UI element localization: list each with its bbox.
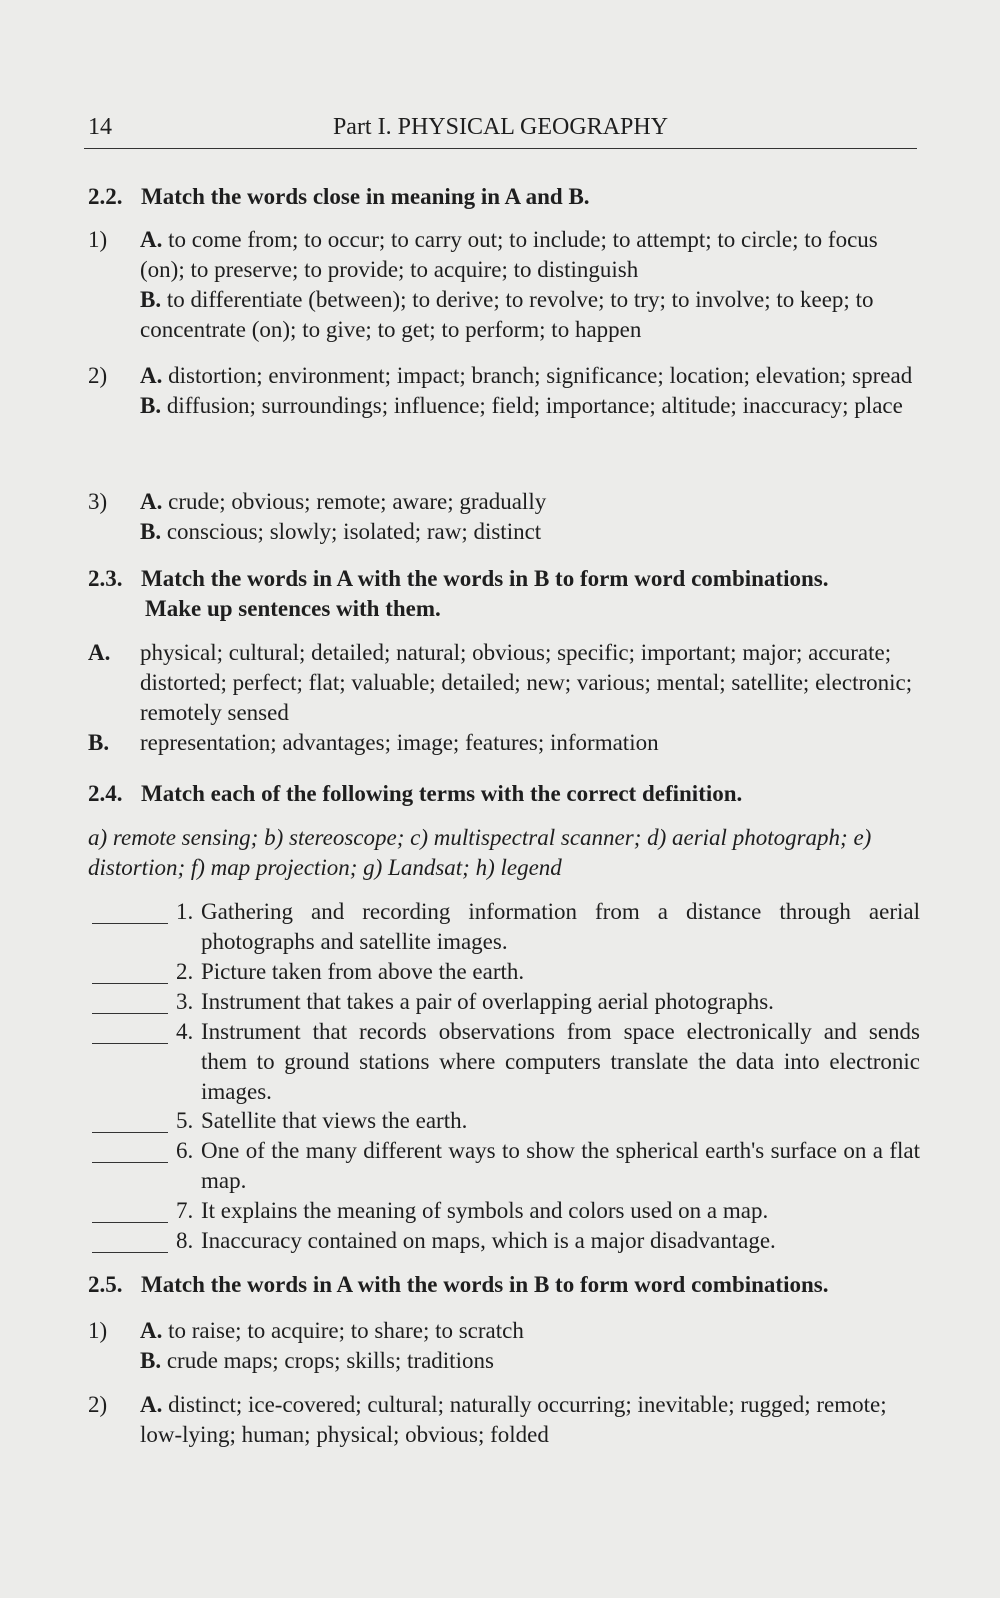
definition-text: Picture taken from above the earth. [201,959,525,984]
answer-blank[interactable] [92,923,168,924]
list-a-text: distortion; environment; impact; branch; significance; location; elevation; spread [168,363,913,388]
ex24-terms: a) remote sensing; b) stereoscope; c) multispectral scanner; d) aerial photograph; e) distortion; f) map projection; g) Landsat; h) legend [88,825,872,880]
definition-row [88,1106,920,1136]
list-b-text: diffusion; surroundings; influence; field; importance; altitude; inaccuracy; place [166,393,903,418]
answer-blank[interactable] [92,1252,168,1253]
item-number: 2) [88,363,108,388]
definition-number: 8. [176,1228,194,1253]
label-b: B. [88,730,110,755]
label-a: A. [88,640,111,665]
answer-blank[interactable] [92,1162,168,1163]
page-header [84,112,917,149]
label-b: B. [140,287,162,312]
exercise-number: 2.3. [88,566,123,591]
definition-number: 3. [176,989,194,1014]
definition-row [88,1226,920,1256]
definition-row [88,1196,920,1226]
list-a-text: physical; cultural; detailed; natural; obvious; specific; important; major; accurate; distorted; perfect; flat; valuable; detailed; new; various; mental; satellite; electronic; remotely sensed [140,640,913,725]
exercise-number: 2.5. [88,1272,123,1297]
definition-text: Inaccuracy contained on maps, which is a major disadvantage. [201,1228,776,1253]
item-number: 2) [88,1392,108,1417]
ex22-item-3 [88,487,920,547]
definition-number: 7. [176,1198,194,1223]
exercise-2-3-title [88,564,928,624]
list-b-text: conscious; slowly; isolated; raw; distinct [166,519,542,544]
ex23-list-b [88,728,920,758]
label-a: A. [140,227,163,252]
exercise-2-4-title [88,779,928,809]
list-a-text: to come from; to occur; to carry out; to include; to attempt; to circle; to focus (on); to preserve; to provide; to acquire; to distinguish [140,227,878,282]
list-b-text: crude maps; crops; skills; traditions [166,1348,494,1373]
exercise-instruction-continued: Make up sentences with them. [145,596,441,621]
definition-text: One of the many different ways to show the spherical earth's surface on a flat map. [201,1138,920,1193]
ex23-list-a [88,638,920,728]
definition-number: 4. [176,1019,194,1044]
definition-text: Gathering and recording information from a distance through aerial photographs and satellite images. [201,899,920,954]
exercise-instruction: Match each of the following terms with the correct definition. [141,781,743,806]
definition-text: Satellite that views the earth. [201,1108,468,1133]
label-b: B. [140,393,162,418]
exercise-instruction: Match the words in A with the words in B to form word combinations. [141,566,829,591]
ex22-item-1 [88,225,920,345]
label-a: A. [140,363,163,388]
answer-blank[interactable] [92,983,168,984]
ex22-item-2 [88,361,920,421]
ex25-item-1 [88,1316,920,1376]
definition-row [88,987,920,1017]
definition-row [88,1136,920,1196]
definition-row [88,897,920,957]
definition-number: 6. [176,1138,194,1163]
label-b: B. [140,1348,162,1373]
list-b-text: to differentiate (between); to derive; to revolve; to try; to involve; to keep; to concentrate (on); to give; to get; to perform; to happen [140,287,874,342]
page-number: 14 [88,114,112,140]
label-a: A. [140,1392,163,1417]
answer-blank[interactable] [92,1132,168,1133]
exercise-instruction: Match the words in A with the words in B to form word combinations. [141,1272,829,1297]
label-a: A. [140,489,163,514]
item-number: 1) [88,227,108,252]
item-number: 3) [88,489,108,514]
definition-text: It explains the meaning of symbols and colors used on a map. [201,1198,769,1223]
list-a-text: distinct; ice-covered; cultural; naturally occurring; inevitable; rugged; remote; low-lying; human; physical; obvious; folded [140,1392,887,1447]
list-a-text: crude; obvious; remote; aware; gradually [168,489,547,514]
ex25-item-2 [88,1390,920,1450]
exercise-2-5-title [88,1270,928,1300]
definition-number: 2. [176,959,194,984]
definition-text: Instrument that records observations from space electronically and sends them to ground stations where computers translate the data into electronic images. [201,1019,920,1104]
label-b: B. [140,519,162,544]
list-b-text: representation; advantages; image; features; information [140,730,659,755]
definition-row [88,957,920,987]
exercise-instruction: Match the words close in meaning in A and B. [141,184,590,209]
definition-row [88,1017,920,1107]
answer-blank[interactable] [92,1043,168,1044]
answer-blank[interactable] [92,1222,168,1223]
answer-blank[interactable] [92,1013,168,1014]
exercise-number: 2.4. [88,781,123,806]
running-title: Part I. PHYSICAL GEOGRAPHY [332,114,669,140]
list-a-text: to raise; to acquire; to share; to scratch [168,1318,524,1343]
definition-text: Instrument that takes a pair of overlapping aerial photographs. [201,989,774,1014]
definition-number: 5. [176,1108,194,1133]
item-number: 1) [88,1318,108,1343]
exercise-2-2-title [88,182,928,212]
exercise-number: 2.2. [88,184,123,209]
label-a: A. [140,1318,163,1343]
definition-number: 1. [176,899,194,924]
